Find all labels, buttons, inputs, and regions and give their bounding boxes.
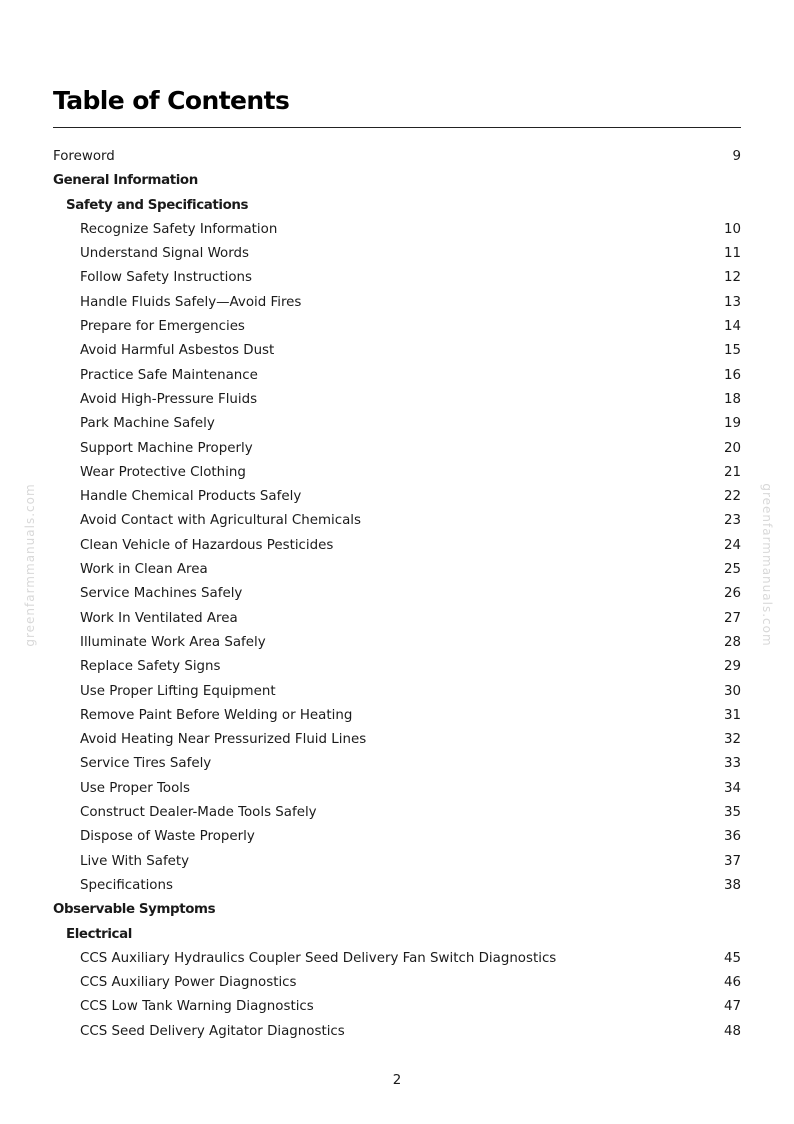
page-title: Table of Contents xyxy=(53,86,290,115)
toc-entry-title: Dispose of Waste Properly xyxy=(80,829,255,845)
toc-page-number: 11 xyxy=(723,246,741,262)
watermark-right: greenfarmmanuals.com xyxy=(760,483,774,647)
toc-page-number: 19 xyxy=(723,416,741,432)
toc-entry[interactable] xyxy=(53,412,741,436)
toc-page-number: 24 xyxy=(723,537,741,553)
toc-entry-title: Specifications xyxy=(80,877,173,893)
toc-page-number: 13 xyxy=(723,294,741,310)
toc-entry-title: Construct Dealer-Made Tools Safely xyxy=(80,805,317,821)
toc-entry[interactable] xyxy=(53,509,741,533)
toc-page-number: 31 xyxy=(723,707,741,723)
toc-entry-title: General Information xyxy=(53,173,198,189)
toc-page-number: 10 xyxy=(723,221,741,237)
toc-entry-title: Safety and Specifications xyxy=(66,197,249,213)
toc-entry-title: CCS Auxiliary Hydraulics Coupler Seed Delivery Fan Switch Diagnostics xyxy=(80,950,557,966)
toc-entry-title: Practice Safe Maintenance xyxy=(80,367,258,383)
toc-entry-title: Recognize Safety Information xyxy=(80,221,278,237)
toc-entry[interactable] xyxy=(53,607,741,631)
toc-section-heading xyxy=(53,923,741,947)
toc-page-number: 33 xyxy=(723,756,741,772)
toc-page-number: 21 xyxy=(723,464,741,480)
toc-entry-title: Avoid Contact with Agricultural Chemicals xyxy=(80,513,361,529)
toc-page-number: 30 xyxy=(723,683,741,699)
toc-entry[interactable] xyxy=(53,1020,741,1044)
toc-entry-title: Observable Symptoms xyxy=(53,902,216,918)
toc-page-number: 9 xyxy=(732,149,741,164)
toc-entry[interactable] xyxy=(53,850,741,874)
toc-page-number: 18 xyxy=(723,391,741,407)
toc-entry[interactable] xyxy=(53,680,741,704)
toc-page-number: 46 xyxy=(723,975,741,991)
toc-entry[interactable] xyxy=(53,874,741,898)
toc-entry[interactable] xyxy=(53,291,741,315)
toc-entry-title: Use Proper Tools xyxy=(80,780,191,796)
toc-entry-title: Work in Clean Area xyxy=(80,562,208,578)
toc-entry-title: Avoid High-Pressure Fluids xyxy=(80,391,258,407)
toc-entry[interactable] xyxy=(53,995,741,1019)
toc-entry-title: Understand Signal Words xyxy=(80,246,249,262)
toc-entry[interactable] xyxy=(53,339,741,363)
toc-entry-title: CCS Low Tank Warning Diagnostics xyxy=(80,999,314,1015)
toc-page-number: 28 xyxy=(723,634,741,650)
toc-entry-title: CCS Auxiliary Power Diagnostics xyxy=(80,975,297,991)
toc-page-number: 47 xyxy=(723,999,741,1015)
title-divider xyxy=(53,127,741,128)
toc-entry-title: Handle Fluids Safely—Avoid Fires xyxy=(80,294,302,310)
toc-page-number: 12 xyxy=(723,270,741,286)
toc-entry-title: Foreword xyxy=(53,149,115,164)
toc-page-number: 25 xyxy=(723,562,741,578)
toc-entry[interactable] xyxy=(53,631,741,655)
toc-entry-title: Replace Safety Signs xyxy=(80,659,221,675)
toc-entry[interactable] xyxy=(53,437,741,461)
toc-list xyxy=(53,145,741,1044)
toc-page-number: 20 xyxy=(723,440,741,456)
toc-page-number: 23 xyxy=(723,513,741,529)
toc-entry-title: Support Machine Properly xyxy=(80,440,253,456)
toc-page-number: 22 xyxy=(723,489,741,505)
toc-page-number: 37 xyxy=(723,853,741,869)
page-number: 2 xyxy=(392,1073,402,1088)
toc-entry[interactable] xyxy=(53,752,741,776)
toc-entry-title: Wear Protective Clothing xyxy=(80,464,246,480)
toc-entry[interactable] xyxy=(53,388,741,412)
toc-entry-title: CCS Seed Delivery Agitator Diagnostics xyxy=(80,1023,345,1039)
toc-section-heading xyxy=(53,169,741,193)
toc-entry-title: Avoid Heating Near Pressurized Fluid Lines xyxy=(80,732,367,748)
toc-page-number: 16 xyxy=(723,367,741,383)
toc-page-number: 29 xyxy=(723,659,741,675)
toc-entry-title: Illuminate Work Area Safely xyxy=(80,634,266,650)
toc-page-number: 15 xyxy=(723,343,741,359)
toc-entry[interactable] xyxy=(53,534,741,558)
toc-entry[interactable] xyxy=(53,461,741,485)
toc-page-number: 27 xyxy=(723,610,741,626)
toc-entry[interactable] xyxy=(53,485,741,509)
toc-section-heading xyxy=(53,194,741,218)
toc-entry-title: Remove Paint Before Welding or Heating xyxy=(80,707,353,723)
toc-entry[interactable] xyxy=(53,242,741,266)
toc-entry[interactable] xyxy=(53,704,741,728)
toc-entry[interactable] xyxy=(53,582,741,606)
toc-section-heading xyxy=(53,898,741,922)
toc-entry-title: Use Proper Lifting Equipment xyxy=(80,683,276,699)
toc-entry[interactable] xyxy=(53,655,741,679)
toc-page-number: 35 xyxy=(723,805,741,821)
toc-page-number: 36 xyxy=(723,829,741,845)
watermark-left: greenfarmmanuals.com xyxy=(23,483,37,647)
toc-page-number: 38 xyxy=(723,877,741,893)
toc-entry[interactable] xyxy=(53,558,741,582)
toc-entry-title: Avoid Harmful Asbestos Dust xyxy=(80,343,275,359)
toc-entry-title: Electrical xyxy=(66,926,132,942)
toc-entry-title: Service Machines Safely xyxy=(80,586,243,602)
toc-page-number: 48 xyxy=(723,1023,741,1039)
toc-page-number: 26 xyxy=(723,586,741,602)
toc-entry[interactable] xyxy=(53,801,741,825)
toc-entry-title: Clean Vehicle of Hazardous Pesticides xyxy=(80,537,334,553)
toc-entry-title: Handle Chemical Products Safely xyxy=(80,489,302,505)
toc-entry[interactable] xyxy=(53,266,741,290)
toc-entry[interactable] xyxy=(53,145,741,169)
toc-page-number: 14 xyxy=(723,319,741,335)
toc-entry[interactable] xyxy=(53,947,741,971)
toc-entry-title: Work In Ventilated Area xyxy=(80,610,238,626)
toc-entry[interactable] xyxy=(53,315,741,339)
toc-entry[interactable] xyxy=(53,218,741,242)
toc-entry[interactable] xyxy=(53,364,741,388)
toc-entry[interactable] xyxy=(53,971,741,995)
toc-entry-title: Park Machine Safely xyxy=(80,416,215,432)
toc-entry-title: Service Tires Safely xyxy=(80,756,212,772)
toc-page-number: 32 xyxy=(723,732,741,748)
toc-entry-title: Prepare for Emergencies xyxy=(80,319,245,335)
toc-entry[interactable] xyxy=(53,728,741,752)
toc-entry-title: Follow Safety Instructions xyxy=(80,270,252,286)
toc-page-number: 45 xyxy=(723,950,741,966)
toc-page-number: 34 xyxy=(723,780,741,796)
toc-entry[interactable] xyxy=(53,825,741,849)
toc-entry-title: Live With Safety xyxy=(80,853,190,869)
toc-entry[interactable] xyxy=(53,777,741,801)
